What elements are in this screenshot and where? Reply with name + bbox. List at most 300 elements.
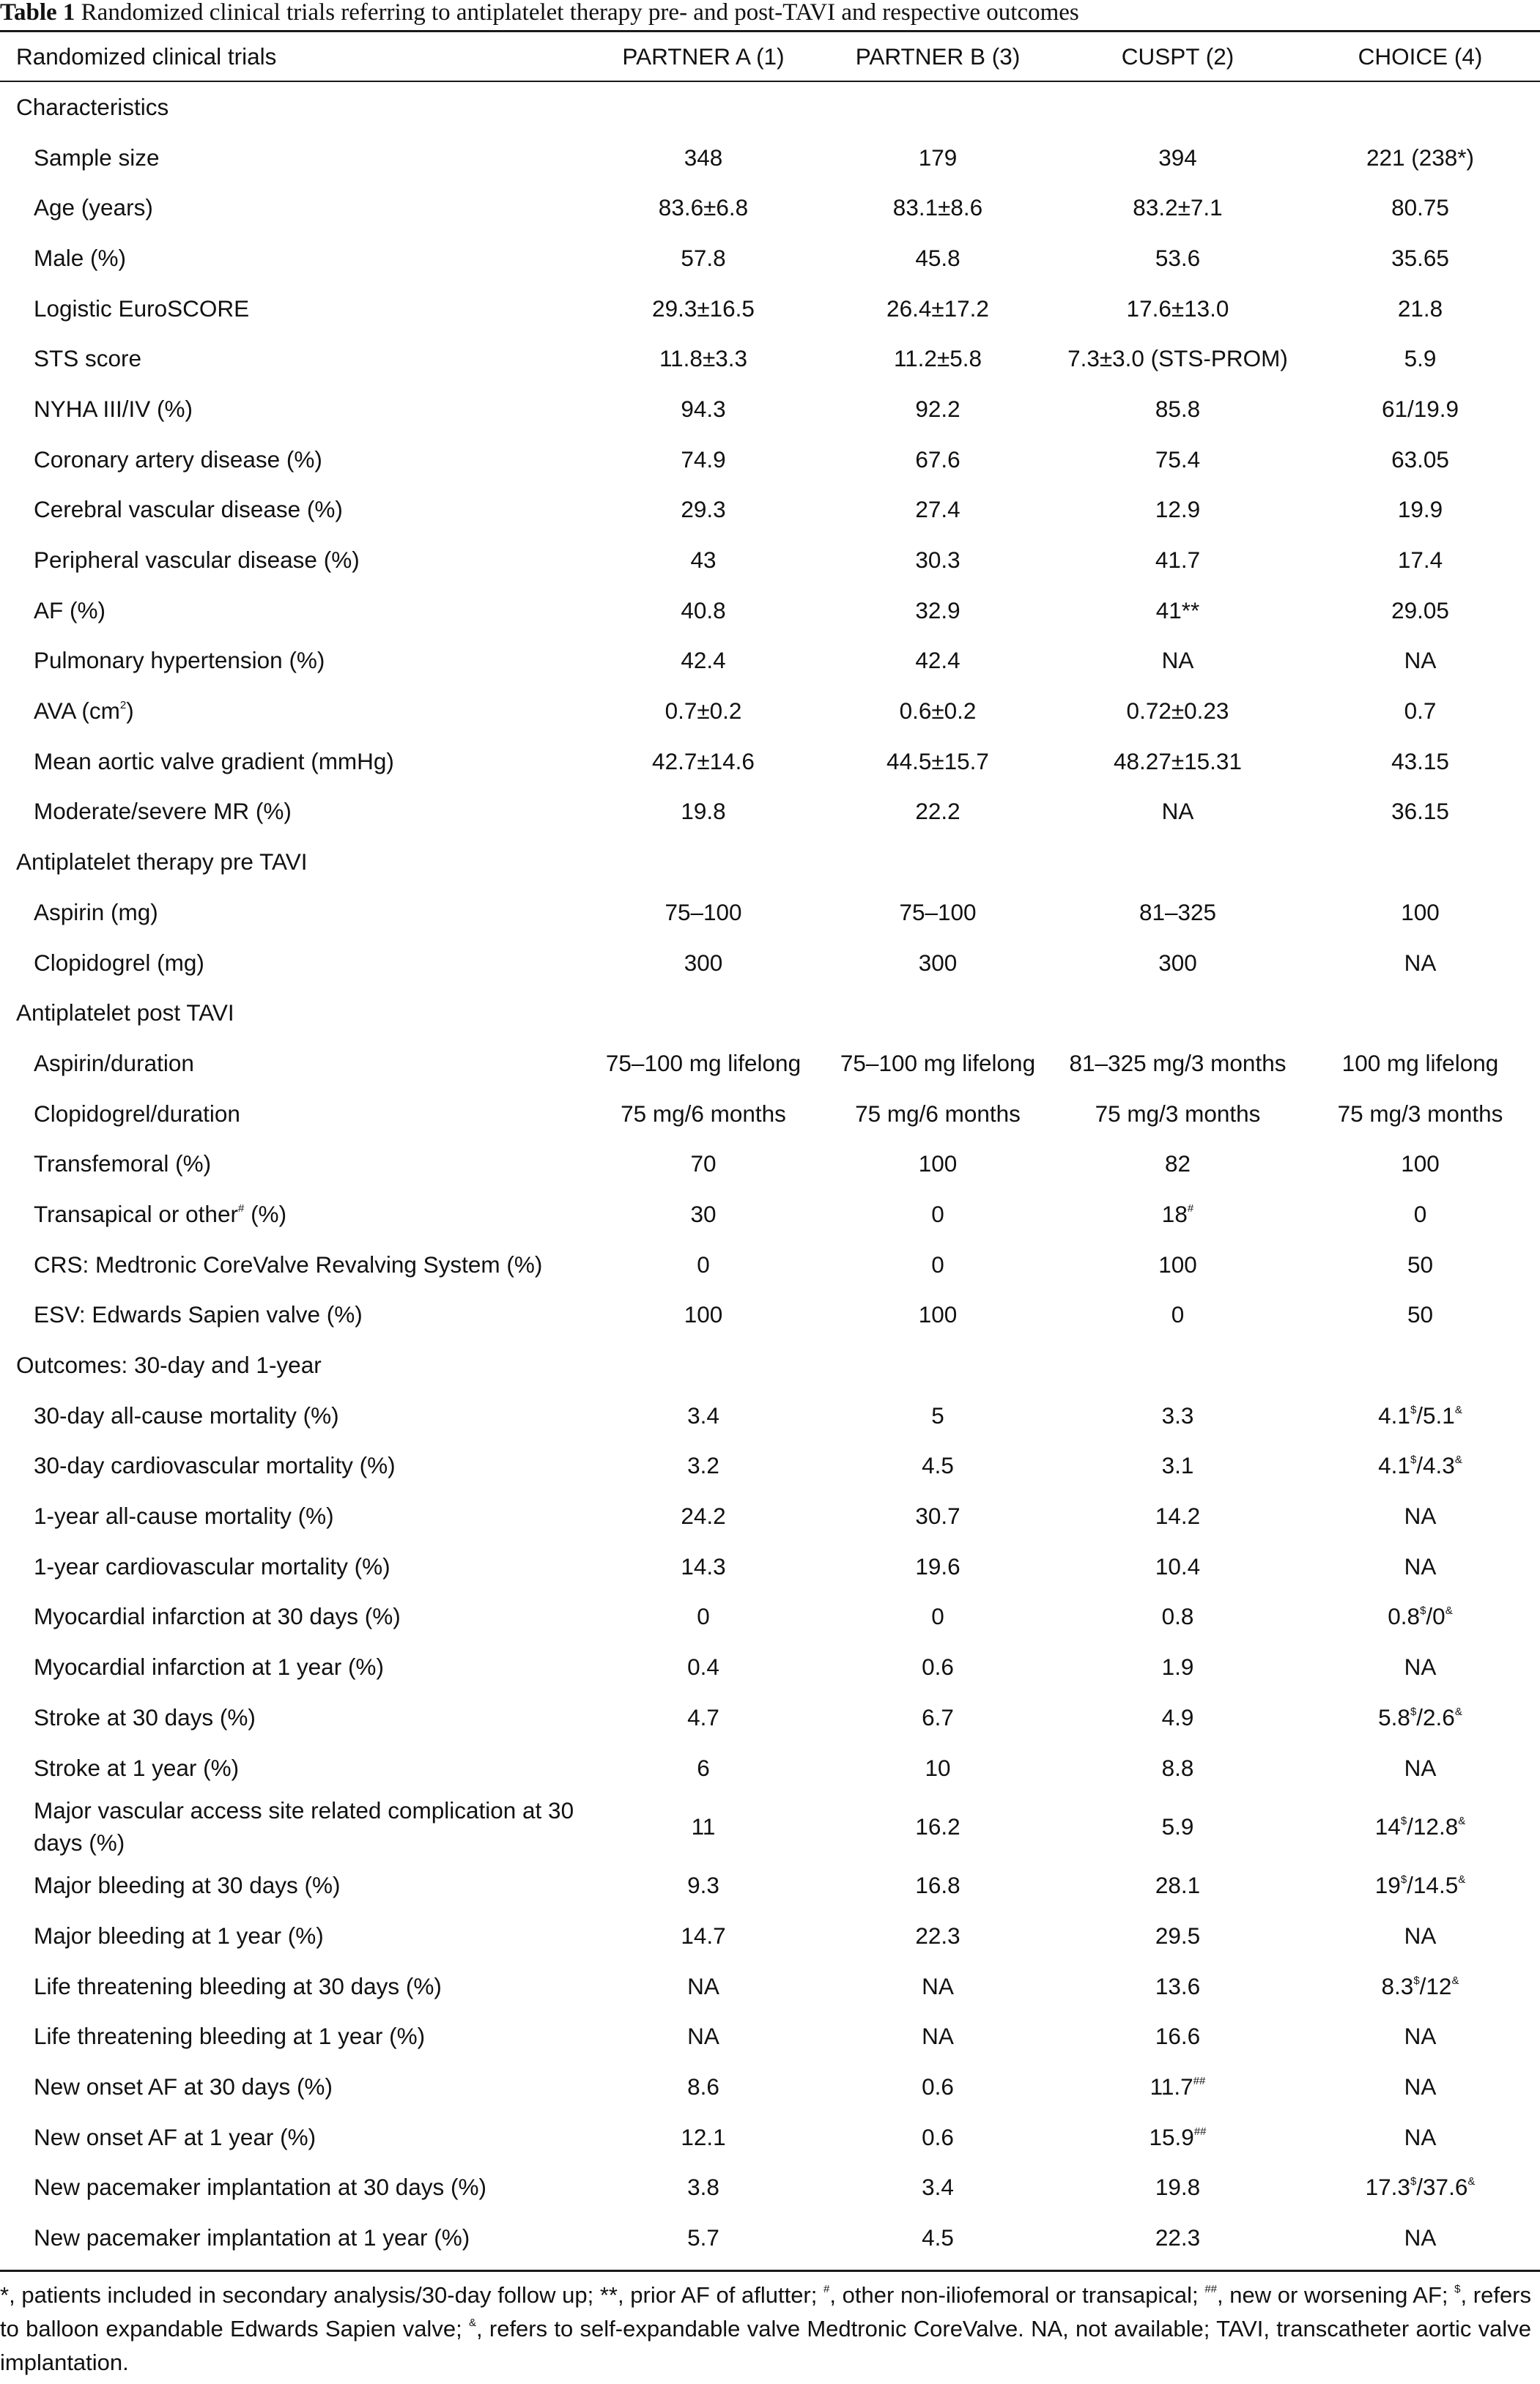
table-cell	[586, 182, 821, 233]
cell-value: 100	[918, 1150, 958, 1177]
table-cell	[821, 1391, 1055, 1441]
table-cell	[586, 284, 821, 334]
cell-value: 0.4	[687, 1654, 719, 1681]
table-cell	[1055, 585, 1300, 636]
cell-value: NA	[1404, 1654, 1437, 1681]
cell-value: 29.05	[1391, 596, 1449, 623]
cell-value: 12.9	[1155, 496, 1201, 523]
row-label	[0, 182, 586, 233]
table-row	[0, 686, 1540, 736]
table-row	[0, 333, 1540, 384]
cell-value: 44.5±15.7	[886, 747, 989, 774]
row-label	[0, 1541, 586, 1592]
table-cell	[1055, 1038, 1300, 1089]
table-cell	[1300, 1692, 1540, 1743]
cell-value: 35.65	[1391, 244, 1449, 271]
table-row	[0, 938, 1540, 988]
cell-value: 8.8	[1161, 1754, 1194, 1781]
table-cell	[821, 284, 1055, 334]
cell-value: 0	[931, 1603, 944, 1630]
table-cell	[821, 585, 1055, 636]
table-cell	[821, 938, 1055, 988]
table-cell	[821, 182, 1055, 233]
table-row	[0, 1441, 1540, 1492]
table-caption	[0, 0, 1540, 28]
cell-value: 3.2	[687, 1452, 719, 1479]
cell-value: NA	[1404, 2123, 1437, 2150]
table-row	[0, 636, 1540, 686]
table-cell	[821, 887, 1055, 938]
row-label	[0, 1290, 586, 1341]
table-cell	[1300, 1139, 1540, 1189]
table-row	[0, 1592, 1540, 1643]
cell-value: 30	[690, 1200, 717, 1227]
table-cell	[821, 1860, 1055, 1911]
cell-value: 10.4	[1155, 1552, 1201, 1580]
cell-value: 11.2±5.8	[893, 345, 982, 372]
table-cell	[586, 1189, 821, 1240]
table-cell	[586, 2062, 821, 2112]
cell-value: 57.8	[681, 244, 726, 271]
section-row	[0, 81, 1540, 133]
table-cell	[1300, 585, 1540, 636]
table-cell	[821, 1240, 1055, 1290]
row-label-text: Major bleeding at 1 year (%)	[34, 1922, 324, 1949]
cell-value: 81–325	[1139, 898, 1217, 925]
table-row	[0, 1491, 1540, 1541]
table-cell	[1300, 384, 1540, 434]
table-cell	[821, 1441, 1055, 1492]
cell-value: 16.2	[915, 1813, 960, 1840]
cell-value: 0.72±0.23	[1126, 697, 1229, 725]
table-cell	[1300, 636, 1540, 686]
row-label-suffix: (%)	[244, 1200, 287, 1227]
table-cell	[586, 1290, 821, 1341]
row-label-text: Male (%)	[34, 244, 127, 271]
section-row	[0, 837, 1540, 887]
cell-value: 300	[1158, 949, 1197, 976]
row-label	[0, 1189, 586, 1240]
footnote-text: *, patients included in secondary analysis/30-day follow up; **, prior AF of aflutter;	[0, 2282, 824, 2308]
footnote-text: , refers to balloon expandable Edwards Sapien valve;	[0, 2282, 1532, 2342]
cell-value: 32.9	[915, 596, 960, 623]
cell-value: 17.4	[1397, 547, 1443, 574]
row-label-text: Characteristics	[16, 93, 169, 120]
cell-value: 11.7	[1150, 2073, 1193, 2100]
cell-value: 16.6	[1155, 2023, 1201, 2050]
section-label	[0, 988, 1540, 1038]
table-cell	[1055, 2163, 1300, 2213]
table-row	[0, 736, 1540, 787]
cell-value: 179	[918, 144, 958, 171]
cell-value: 0.6	[922, 2073, 954, 2100]
row-label-text: Transapical or other	[34, 1200, 238, 1227]
table-cell	[1055, 1961, 1300, 2012]
table-row	[0, 2011, 1540, 2062]
row-label	[0, 787, 586, 837]
table-cell	[1300, 1860, 1540, 1911]
table-cell	[1055, 787, 1300, 837]
row-label-text: Aspirin/duration	[34, 1049, 194, 1076]
cell-value: NA	[1404, 1552, 1437, 1580]
label-superscript: 2	[119, 699, 127, 712]
cell-value: 5.7	[687, 2224, 719, 2251]
table-cell	[821, 2011, 1055, 2062]
table-row	[0, 284, 1540, 334]
footnote-text: , refers to self-expandable valve Medtronic CoreValve. NA, not available; TAVI, transcatheter aortic valve implantation.	[0, 2316, 1531, 2375]
row-label	[0, 585, 586, 636]
cell-superscript: &	[1467, 2175, 1476, 2188]
table-cell	[586, 233, 821, 284]
cell-value: 13.6	[1155, 1972, 1201, 1999]
table-cell	[586, 1911, 821, 1961]
row-label	[0, 1089, 586, 1139]
cell-value: 40.8	[681, 596, 726, 623]
row-label-suffix: )	[126, 697, 134, 725]
table-cell	[586, 1491, 821, 1541]
cell-value: 26.4±17.2	[886, 295, 989, 322]
table-cell	[586, 1692, 821, 1743]
cell-value: 83.6±6.8	[658, 194, 749, 221]
table-cell	[1300, 1189, 1540, 1240]
footnote-superscript: #	[823, 2283, 830, 2295]
cell-value: 0.7	[1404, 697, 1437, 725]
table-cell	[1300, 1911, 1540, 1961]
row-label-text: Life threatening bleeding at 1 year (%)	[34, 2023, 426, 2050]
trials-table	[0, 32, 1540, 2263]
label-superscript: #	[237, 1202, 245, 1215]
table-cell	[1055, 333, 1300, 384]
cell-value: 4.5	[922, 2224, 954, 2251]
table-cell	[586, 434, 821, 485]
cell-value: 83.1±8.6	[892, 194, 983, 221]
table-cell	[1300, 1541, 1540, 1592]
cell-value: 75–100 mg lifelong	[840, 1049, 1036, 1076]
table-cell	[1055, 1391, 1300, 1441]
table-cell	[821, 1139, 1055, 1189]
table-cell	[1055, 133, 1300, 183]
table-row	[0, 182, 1540, 233]
table-cell	[1300, 535, 1540, 585]
table-cell	[586, 887, 821, 938]
row-label-text: Myocardial infarction at 30 days (%)	[34, 1603, 401, 1630]
row-label	[0, 133, 586, 183]
row-label	[0, 1743, 586, 1793]
cell-superscript: $	[1400, 1873, 1407, 1887]
cell-value: 74.9	[681, 445, 726, 473]
table-row	[0, 1911, 1540, 1961]
cell-value: 75–100	[665, 898, 742, 925]
cell-value: 8.6	[687, 2073, 719, 2100]
row-label	[0, 887, 586, 938]
row-label	[0, 686, 586, 736]
table-row	[0, 2112, 1540, 2163]
cell-value: 42.4	[681, 647, 726, 674]
table-cell	[1055, 1189, 1300, 1240]
cell-value: 75 mg/6 months	[621, 1100, 786, 1127]
footnote-superscript: ##	[1204, 2283, 1218, 2295]
cell-superscript: &	[1454, 1403, 1462, 1416]
table-row	[0, 1541, 1540, 1592]
column-header-cuspt: CUSPT (2)	[1121, 42, 1234, 70]
row-label-text: Life threatening bleeding at 30 days (%)	[34, 1972, 442, 1999]
cell-value: 0	[697, 1603, 710, 1630]
cell-value: 14.2	[1155, 1503, 1201, 1530]
table-cell	[586, 333, 821, 384]
table-cell	[1300, 1592, 1540, 1643]
table-cell	[821, 1743, 1055, 1793]
cell-superscript: #	[1187, 1202, 1194, 1215]
cell-superscript: &	[1445, 1604, 1453, 1618]
footnote-superscript: $	[1454, 2283, 1461, 2295]
table-cell	[1300, 2011, 1540, 2062]
table-row	[0, 585, 1540, 636]
cell-value: 221 (238*)	[1366, 144, 1475, 171]
row-label	[0, 1139, 586, 1189]
table-cell	[1300, 182, 1540, 233]
cell-value: 8.3	[1381, 1972, 1414, 1999]
cell-value: 29.3±16.5	[652, 295, 755, 322]
cell-value: 43.15	[1391, 747, 1449, 774]
row-label-text: Moderate/severe MR (%)	[34, 798, 292, 825]
table-cell	[1055, 887, 1300, 938]
table-row	[0, 1692, 1540, 1743]
table-cell	[821, 1692, 1055, 1743]
table-row	[0, 1290, 1540, 1341]
row-label	[0, 384, 586, 434]
cell-value: 100	[918, 1301, 958, 1328]
cell-value: 0	[931, 1251, 944, 1278]
table-cell	[821, 1038, 1055, 1089]
table-cell	[1300, 1642, 1540, 1692]
table-cell	[1300, 485, 1540, 536]
cell-superscript: $	[1410, 2175, 1417, 2188]
row-label-text: ESV: Edwards Sapien valve (%)	[34, 1301, 363, 1328]
cell-value: 17.3	[1365, 2174, 1410, 2201]
footnote-text: , new or worsening AF;	[1217, 2282, 1455, 2308]
cell-value: 100	[1158, 1251, 1197, 1278]
row-label	[0, 1491, 586, 1541]
table-cell	[1055, 1441, 1300, 1492]
table-cell	[586, 485, 821, 536]
cell-value: 22.3	[915, 1922, 960, 1949]
table-cell	[1300, 787, 1540, 837]
cell-superscript: $	[1400, 1814, 1407, 1827]
cell-value: 21.8	[1397, 295, 1443, 322]
section-label	[0, 81, 1540, 133]
cell-value-suffix: /37.6	[1416, 2174, 1468, 2201]
cell-value: 348	[684, 144, 723, 171]
row-label	[0, 485, 586, 536]
table-row	[0, 384, 1540, 434]
row-label-text: STS score	[34, 345, 142, 372]
table-cell	[1055, 1290, 1300, 1341]
cell-value: 53.6	[1155, 244, 1201, 271]
row-label-text: Clopidogrel (mg)	[34, 949, 204, 976]
cell-value: 61/19.9	[1381, 395, 1459, 422]
cell-value: 100 mg lifelong	[1341, 1049, 1499, 1076]
table-cell	[821, 2112, 1055, 2163]
row-label-text: New pacemaker implantation at 1 year (%)	[34, 2224, 470, 2251]
section-label	[0, 837, 1540, 887]
table-cell	[1055, 284, 1300, 334]
table-cell	[586, 686, 821, 736]
row-label-text: AVA (cm	[34, 697, 120, 725]
row-label	[0, 1692, 586, 1743]
table-cell	[821, 1089, 1055, 1139]
cell-value: NA	[1404, 1922, 1437, 1949]
table-cell	[821, 2062, 1055, 2112]
row-label-text: 1-year all-cause mortality (%)	[34, 1503, 334, 1530]
table-row	[0, 1743, 1540, 1793]
cell-value: 14.7	[681, 1922, 726, 1949]
cell-value: 4.1	[1378, 1402, 1410, 1429]
table-cell	[586, 2011, 821, 2062]
cell-value: 19.6	[915, 1552, 960, 1580]
table-cell	[1055, 2011, 1300, 2062]
cell-value: NA	[1404, 2224, 1437, 2251]
cell-superscript: &	[1458, 1873, 1466, 1887]
cell-value: 4.9	[1161, 1703, 1194, 1730]
table-cell	[586, 1743, 821, 1793]
cell-value: NA	[687, 2023, 719, 2050]
row-label-text: Pulmonary hypertension (%)	[34, 647, 325, 674]
cell-value: 300	[684, 949, 723, 976]
table-footnote	[0, 2279, 1531, 2380]
cell-value: 17.6±13.0	[1126, 295, 1229, 322]
table-row	[0, 1961, 1540, 2012]
cell-superscript: $	[1410, 1403, 1417, 1416]
row-label-text: Outcomes: 30-day and 1-year	[16, 1352, 322, 1379]
row-label	[0, 333, 586, 384]
table-row	[0, 1240, 1540, 1290]
table-cell	[586, 1642, 821, 1692]
table-cell	[1055, 434, 1300, 485]
table-cell	[1055, 182, 1300, 233]
table-cell	[1055, 686, 1300, 736]
row-label	[0, 1441, 586, 1492]
row-label-text: Stroke at 30 days (%)	[34, 1703, 256, 1730]
table-cell	[1300, 133, 1540, 183]
row-label-text: Coronary artery disease (%)	[34, 445, 322, 473]
cell-value: NA	[1161, 647, 1194, 674]
row-label	[0, 284, 586, 334]
table-cell	[1300, 1038, 1540, 1089]
table-cell	[1300, 2062, 1540, 2112]
table-cell	[1300, 1391, 1540, 1441]
cell-value: 75 mg/6 months	[855, 1100, 1021, 1127]
cell-superscript: ##	[1193, 2074, 1206, 2087]
table-cell	[821, 1793, 1055, 1860]
table-cell	[821, 1592, 1055, 1643]
cell-value: 22.2	[915, 798, 960, 825]
cell-value: 0	[697, 1251, 710, 1278]
cell-value: 75–100	[899, 898, 977, 925]
cell-value: 3.1	[1161, 1452, 1194, 1479]
row-label-text: 30-day all-cause mortality (%)	[34, 1402, 339, 1429]
cell-value-suffix: /14.5	[1407, 1872, 1459, 1899]
cell-value: NA	[1404, 2023, 1437, 2050]
table-cell	[1055, 1911, 1300, 1961]
table-row	[0, 887, 1540, 938]
row-label-text: Major vascular access site related complication at 30 days (%)	[34, 1797, 574, 1857]
table-cell	[1055, 1491, 1300, 1541]
table-cell	[586, 636, 821, 686]
table-cell	[821, 333, 1055, 384]
table-cell	[1300, 1240, 1540, 1290]
table-cell	[586, 384, 821, 434]
table-cell	[821, 485, 1055, 536]
row-label-text: New onset AF at 30 days (%)	[34, 2073, 333, 2100]
cell-value: 75 mg/3 months	[1337, 1100, 1503, 1127]
row-label	[0, 1391, 586, 1441]
row-label-text: 30-day cardiovascular mortality (%)	[34, 1452, 396, 1479]
table-cell	[1055, 233, 1300, 284]
table-row	[0, 485, 1540, 536]
table-bottom-rule	[0, 2270, 1540, 2272]
table-cell	[1300, 1961, 1540, 2012]
row-label	[0, 736, 586, 787]
table-cell	[1300, 1441, 1540, 1492]
table-cell	[821, 384, 1055, 434]
table-cell	[586, 2213, 821, 2263]
cell-value: 42.4	[915, 647, 960, 674]
table-cell	[1300, 284, 1540, 334]
cell-value: NA	[1404, 2073, 1437, 2100]
row-label	[0, 1793, 586, 1860]
row-label-text: Myocardial infarction at 1 year (%)	[34, 1654, 384, 1681]
cell-value: 12.1	[681, 2123, 726, 2150]
table-cell	[821, 636, 1055, 686]
table-cell	[586, 1089, 821, 1139]
table-row	[0, 1139, 1540, 1189]
table-cell	[821, 434, 1055, 485]
cell-value: 0.8	[1161, 1603, 1194, 1630]
cell-value: 3.3	[1161, 1402, 1194, 1429]
cell-value: 0.7±0.2	[665, 697, 742, 725]
table-cell	[586, 1139, 821, 1189]
row-label	[0, 2163, 586, 2213]
row-label	[0, 2062, 586, 2112]
table-cell	[1055, 1541, 1300, 1592]
table-cell	[1055, 1592, 1300, 1643]
table-cell	[1055, 2112, 1300, 2163]
table-row	[0, 1189, 1540, 1240]
table-cell	[1055, 1089, 1300, 1139]
table-cell	[1055, 1240, 1300, 1290]
cell-value-suffix: /5.1	[1416, 1402, 1455, 1429]
table-cell	[821, 1961, 1055, 2012]
cell-value: 92.2	[915, 395, 960, 422]
row-label-text: Transfemoral (%)	[34, 1150, 212, 1177]
table-cell	[586, 2112, 821, 2163]
table-cell	[1055, 938, 1300, 988]
cell-value: 45.8	[915, 244, 960, 271]
cell-value: NA	[1404, 949, 1437, 976]
section-row	[0, 988, 1540, 1038]
row-label	[0, 1860, 586, 1911]
row-label-text: Cerebral vascular disease (%)	[34, 496, 343, 523]
cell-value: 48.27±15.31	[1114, 747, 1242, 774]
table-body	[0, 81, 1540, 2263]
cell-value: NA	[1161, 798, 1194, 825]
table-row	[0, 434, 1540, 485]
table-cell	[821, 2213, 1055, 2263]
row-label-text: Major bleeding at 30 days (%)	[34, 1872, 341, 1899]
table-cell	[586, 1592, 821, 1643]
cell-value: 0	[1171, 1301, 1185, 1328]
row-label	[0, 1038, 586, 1089]
